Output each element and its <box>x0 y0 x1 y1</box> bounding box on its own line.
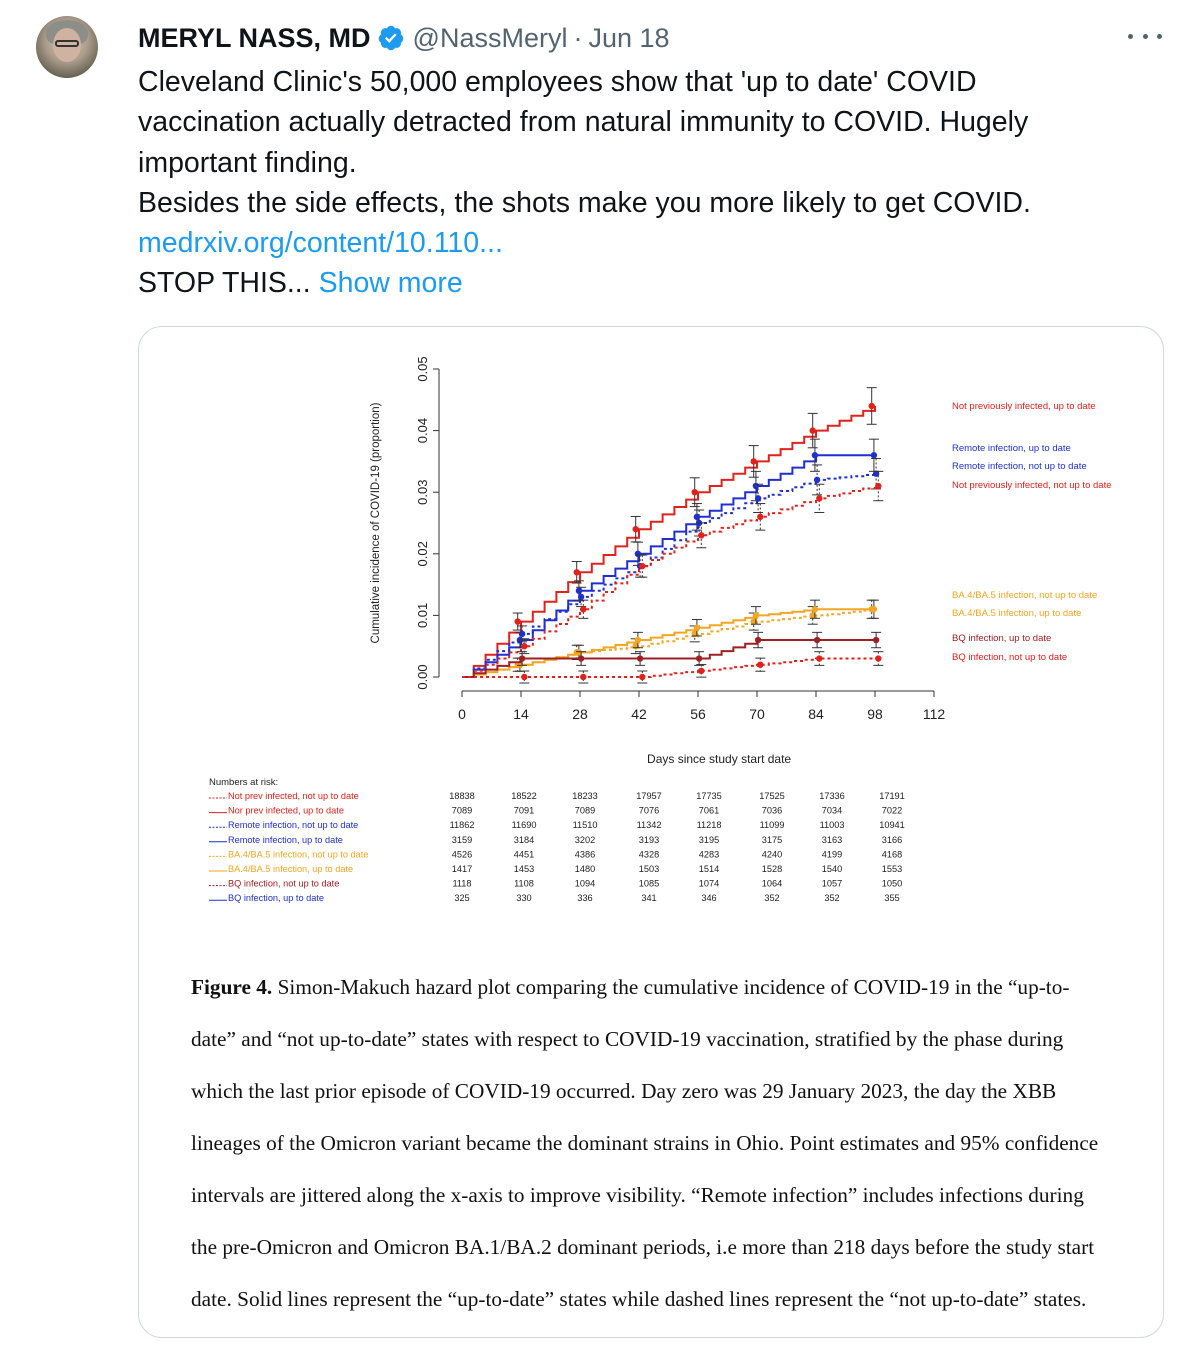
data-point <box>873 637 879 643</box>
author-name[interactable]: MERYL NASS, MD <box>138 22 371 53</box>
risk-row-label: Remote infection, not up to date <box>228 820 359 831</box>
risk-cell: 7034 <box>821 805 843 816</box>
risk-cell: 11862 <box>449 820 475 831</box>
risk-cell: 1057 <box>821 878 843 889</box>
risk-row-label: Remote infection, up to date <box>228 834 343 845</box>
risk-cell: 7036 <box>761 805 783 816</box>
risk-cell: 3166 <box>881 834 903 845</box>
risk-cell: 1118 <box>452 878 472 889</box>
risk-table-title: Numbers at risk: <box>209 777 279 788</box>
tweet-line: Cleveland Clinic's 50,000 employees show that 'up to date' COVID <box>138 66 977 98</box>
data-point <box>753 612 759 618</box>
risk-cell: 336 <box>577 893 593 904</box>
caption-line: Simon-Makuch hazard plot comparing the cumulative incidence of COVID-19 in the “up-to- <box>272 975 1070 999</box>
legend-label: Not previously infected, not up to date <box>952 480 1112 491</box>
risk-cell: 18838 <box>449 791 475 801</box>
risk-cell: 17957 <box>636 791 662 801</box>
more-dot <box>1157 34 1162 39</box>
y-axis-label: Cumulative incidence of COVID-19 (proportion) <box>370 402 382 644</box>
data-point <box>633 526 639 532</box>
risk-cell: 3202 <box>574 834 596 845</box>
data-point <box>698 532 704 538</box>
caption-line: which the last prior episode of COVID-19 occurred. Day zero was 29 January 2023, the day the XBB <box>191 1079 1057 1103</box>
risk-cell: 7076 <box>638 805 660 816</box>
risk-cell: 341 <box>641 893 657 904</box>
risk-cell: 1094 <box>574 878 596 889</box>
risk-cell: 7022 <box>881 805 903 816</box>
risk-cell: 3163 <box>821 834 843 845</box>
data-point <box>869 403 875 409</box>
data-point <box>816 495 822 501</box>
data-point <box>757 514 763 520</box>
risk-row-label: Nor prev infected, up to date <box>228 805 344 816</box>
risk-cell: 352 <box>764 893 780 904</box>
y-tick-label: 0.00 <box>415 664 430 690</box>
risk-cell: 11099 <box>759 820 785 831</box>
risk-cell: 7089 <box>451 805 473 816</box>
y-tick-label: 0.05 <box>415 356 430 382</box>
risk-cell: 4240 <box>761 849 783 860</box>
legend-label: Remote infection, up to date <box>952 443 1071 454</box>
y-tick-label: 0.03 <box>415 479 430 505</box>
data-point <box>875 655 881 661</box>
risk-cell: 1553 <box>881 864 903 874</box>
x-tick-label: 98 <box>867 706 883 722</box>
caption-line: date” and “not up-to-date” states with respect to COVID-19 vaccination, stratified by the phase during <box>191 1027 1064 1051</box>
risk-cell: 3195 <box>698 834 720 845</box>
risk-cell: 11510 <box>572 820 598 831</box>
risk-cell: 11690 <box>511 820 537 831</box>
data-point <box>810 427 816 433</box>
risk-cell: 325 <box>454 893 470 904</box>
caption-label: Figure 4. <box>191 975 273 999</box>
legend-label: Not previously infected, up to date <box>952 401 1096 412</box>
risk-cell: 1453 <box>513 864 535 874</box>
risk-cell: 1417 <box>451 864 473 874</box>
risk-cell: 7061 <box>698 805 720 816</box>
data-point <box>814 477 820 483</box>
data-point <box>578 594 584 600</box>
caption-line: intervals are jittered along the x-axis to improve visibility. “Remote infection” includes infections during <box>191 1183 1084 1207</box>
caption-line: the pre-Omicron and Omicron BA.1/BA.2 dominant periods, i.e more than 218 days before the study start <box>191 1235 1095 1259</box>
x-tick-label: 0 <box>458 706 466 722</box>
risk-cell: 17336 <box>819 791 845 801</box>
risk-row-label: BQ infection, not up to date <box>228 878 340 889</box>
x-tick-label: 28 <box>572 706 588 722</box>
risk-cell: 4386 <box>574 849 596 860</box>
risk-cell: 1528 <box>761 864 783 874</box>
risk-cell: 3184 <box>513 834 535 845</box>
data-point <box>635 637 641 643</box>
risk-row-label: BA.4/BA.5 infection, up to date <box>228 864 354 874</box>
data-point <box>637 655 643 661</box>
data-point <box>696 655 702 661</box>
tweet-line: STOP THIS... <box>138 267 311 300</box>
risk-cell: 11342 <box>636 820 662 831</box>
legend-label: Remote infection, not up to date <box>952 461 1087 472</box>
risk-cell: 18233 <box>572 791 598 801</box>
legend-label: BQ infection, not up to date <box>952 652 1068 663</box>
more-dot <box>1128 34 1133 39</box>
risk-cell: 4283 <box>698 849 720 860</box>
y-tick-label: 0.02 <box>415 541 430 567</box>
more-options-icon[interactable] <box>1128 22 1162 50</box>
risk-cell: 11003 <box>819 820 845 831</box>
risk-cell: 7091 <box>513 805 535 816</box>
tweet-line: Besides the side effects, the shots make you more likely to get COVID. <box>138 186 1031 219</box>
risk-cell: 17735 <box>696 791 722 801</box>
x-tick-label: 84 <box>808 706 824 722</box>
risk-cell: 3175 <box>761 834 783 845</box>
risk-cell: 3159 <box>451 834 473 845</box>
data-point <box>812 606 818 612</box>
risk-cell: 1074 <box>698 878 720 889</box>
show-more-link[interactable]: Show more <box>318 267 463 300</box>
tweet-line-last <box>138 263 1158 303</box>
data-point <box>574 569 580 575</box>
verified-badge-icon <box>377 24 405 52</box>
x-tick-label: 112 <box>922 706 946 722</box>
data-point <box>755 495 761 501</box>
risk-cell: 1480 <box>574 864 596 874</box>
data-point <box>871 452 877 458</box>
risk-cell: 10941 <box>879 820 905 831</box>
risk-cell: 4328 <box>638 849 660 860</box>
data-point <box>698 668 704 674</box>
risk-cell: 1050 <box>881 878 903 889</box>
risk-cell: 1540 <box>821 864 843 874</box>
risk-cell: 1085 <box>638 878 660 889</box>
tweet-date[interactable]: Jun 18 <box>588 22 670 53</box>
data-point <box>694 625 700 631</box>
tweet-line: vaccination actually detracted from natural immunity to COVID. Hugely <box>138 106 1029 139</box>
x-tick-label: 56 <box>690 706 706 722</box>
data-point <box>692 489 698 495</box>
risk-cell: 4168 <box>881 849 903 860</box>
data-point <box>639 674 645 680</box>
data-point <box>751 458 757 464</box>
data-point <box>521 643 527 649</box>
risk-cell: 355 <box>884 893 900 904</box>
tweet-text <box>138 62 1158 304</box>
risk-row-label: BA.4/BA.5 infection, not up to date <box>228 849 369 860</box>
risk-cell: 17525 <box>759 791 785 801</box>
risk-cell: 4199 <box>821 849 843 860</box>
risk-cell: 4526 <box>451 849 473 860</box>
tweet-header <box>138 20 670 56</box>
avatar-glasses <box>55 40 79 47</box>
risk-cell: 18522 <box>511 791 537 801</box>
data-point <box>875 483 881 489</box>
data-point <box>519 631 525 637</box>
data-point <box>515 618 521 624</box>
data-point <box>755 637 761 643</box>
chart <box>139 327 1164 967</box>
risk-row-label: BQ infection, up to date <box>228 893 325 904</box>
data-point <box>580 674 586 680</box>
tweet-link[interactable]: medrxiv.org/content/10.110... <box>138 227 503 260</box>
more-dot <box>1143 34 1148 39</box>
legend-label: BA.4/BA.5 infection, not up to date <box>952 590 1098 601</box>
y-tick-label: 0.01 <box>415 602 430 629</box>
caption-line: lineages of the Omicron variant became the dominant strains in Ohio. Point estimates and 95% confidence <box>191 1131 1099 1155</box>
risk-cell: 1064 <box>761 878 783 889</box>
x-tick-label: 70 <box>749 706 765 722</box>
media-image[interactable] <box>138 326 1164 1338</box>
author-handle[interactable]: @NassMeryl <box>412 22 568 53</box>
y-tick-label: 0.04 <box>415 417 430 444</box>
data-point <box>578 655 584 661</box>
x-axis-label: Days since study start date <box>647 752 792 766</box>
risk-cell: 1514 <box>698 864 720 874</box>
risk-cell: 3193 <box>638 834 660 845</box>
tweet-line: important finding. <box>138 146 357 179</box>
caption-line: date. Solid lines represent the “up-to-date” states while dashed lines represent the “not up-to-date” states. <box>191 1287 1087 1311</box>
x-tick-label: 14 <box>513 706 529 722</box>
avatar[interactable] <box>36 16 98 78</box>
data-point <box>580 606 586 612</box>
x-tick-label: 42 <box>631 706 647 722</box>
data-point <box>812 452 818 458</box>
data-point <box>816 655 822 661</box>
legend-label: BQ infection, up to date <box>952 633 1052 644</box>
risk-cell: 7089 <box>574 805 596 816</box>
data-point <box>814 637 820 643</box>
separator-dot: · <box>573 22 583 53</box>
risk-cell: 352 <box>824 893 840 904</box>
data-point <box>871 606 877 612</box>
risk-cell: 1108 <box>514 878 534 889</box>
risk-cell: 17191 <box>879 791 905 801</box>
data-point <box>521 674 527 680</box>
legend-label: BA.4/BA.5 infection, up to date <box>952 608 1082 619</box>
risk-cell: 346 <box>701 893 717 904</box>
risk-cell: 1503 <box>638 864 660 874</box>
risk-cell: 4451 <box>513 849 535 860</box>
risk-cell: 11218 <box>696 820 722 831</box>
risk-row-label: Not prev infected, not up to date <box>228 791 359 801</box>
risk-cell: 330 <box>516 893 532 904</box>
data-point <box>757 661 763 667</box>
data-point <box>639 563 645 569</box>
data-point <box>519 655 525 661</box>
